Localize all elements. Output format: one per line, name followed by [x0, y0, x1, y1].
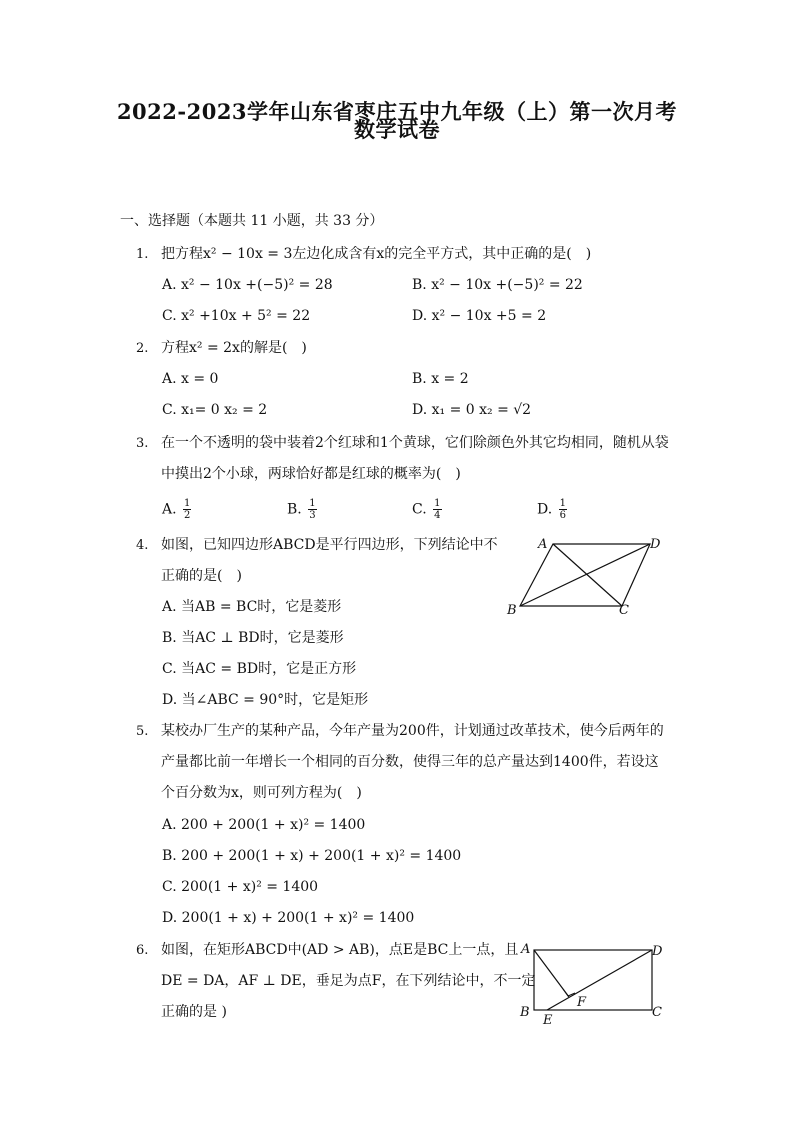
option-c: C. x₁= 0 x₂ = 2: [162, 402, 268, 418]
label-c: C: [652, 1005, 662, 1020]
fraction-denominator: 3: [309, 510, 316, 521]
option-label: A.: [162, 501, 177, 518]
question-text: 如图，已知四边形ABCD是平行四边形，下列结论中不: [161, 537, 498, 553]
fraction-numerator: 1: [434, 498, 441, 509]
question-text: 如图，在矩形ABCD中(AD > AB)，点E是BC上一点，且: [161, 942, 519, 958]
fraction-numerator: 1: [559, 498, 567, 509]
option-a: A. x² − 10x +(−5)² = 28: [162, 277, 333, 293]
question-text: 方程x² = 2x的解是( ): [161, 340, 307, 356]
fraction-denominator: 4: [434, 510, 441, 521]
question-text: 正确的是 ): [161, 1004, 227, 1020]
question-number: 1.: [136, 247, 149, 262]
option-c: C. 200(1 + x)² = 1400: [162, 879, 319, 895]
fraction: [559, 498, 567, 521]
question-number: 5.: [136, 724, 149, 739]
label-f: F: [577, 995, 587, 1010]
option-d: D. x₁ = 0 x₂ = √2: [412, 402, 532, 418]
question-text: 中摸出2个小球，两球恰好都是红球的概率为( ): [161, 466, 461, 482]
question-number: 6.: [136, 943, 149, 958]
label-b: B: [520, 1005, 530, 1020]
option-label: C.: [412, 501, 427, 518]
label-d: D: [652, 944, 663, 959]
option-c: C. x² +10x + 5² = 22: [162, 308, 311, 324]
option-b: B. x² − 10x +(−5)² = 22: [412, 277, 583, 293]
rectangle-figure: [510, 936, 670, 1028]
question-number: 3.: [136, 436, 149, 451]
page-title: 2022-2023学年山东省枣庄五中九年级（上）第一次月考: [116, 99, 678, 124]
option-b: B. 当AC ⊥ BD时，它是菱形: [162, 630, 344, 646]
fraction-numerator: 1: [309, 498, 316, 509]
option-b: [287, 498, 317, 521]
label-a: A: [538, 537, 548, 552]
question-number: 2.: [136, 341, 149, 356]
label-d: D: [650, 537, 661, 552]
section-heading: 一、选择题（本题共 11 小题，共 33 分）: [120, 213, 384, 229]
option-a: A. 200 + 200(1 + x)² = 1400: [162, 817, 366, 833]
question-text: 正确的是( ): [161, 568, 242, 584]
label-e: E: [543, 1013, 553, 1028]
question-text: 把方程x² − 10x = 3左边化成含有x的完全平方式，其中正确的是( ): [161, 246, 592, 262]
page-subtitle: 数学试卷: [354, 117, 440, 142]
fraction: [433, 498, 441, 521]
fraction-denominator: 2: [184, 510, 191, 521]
fraction: [308, 498, 316, 521]
option-d: [537, 498, 567, 521]
option-c: [412, 498, 442, 521]
option-label: D.: [537, 501, 553, 518]
question-text: 产量都比前一年增长一个相同的百分数，使得三年的总产量达到1400件，若设这: [161, 754, 659, 770]
option-label: B.: [287, 501, 302, 518]
option-a: A. 当AB = BC时，它是菱形: [162, 599, 342, 615]
question-text: 个百分数为x，则可列方程为( ): [161, 785, 362, 801]
fraction-numerator: 1: [184, 498, 191, 509]
question-text: 某校办厂生产的某种产品，今年产量为200件，计划通过改革技术，使今后两年的: [161, 723, 664, 739]
option-c: C. 当AC = BD时，它是正方形: [162, 661, 357, 677]
label-b: B: [507, 603, 517, 618]
option-b: B. x = 2: [412, 371, 469, 387]
fraction-denominator: 6: [559, 510, 567, 521]
label-c: C: [619, 603, 629, 618]
option-a: [162, 498, 191, 521]
question-text: 在一个不透明的袋中装着2个红球和1个黄球，它们除颜色外其它均相同，随机从袋: [161, 435, 669, 451]
option-d: D. 200(1 + x) + 200(1 + x)² = 1400: [162, 910, 415, 926]
label-a: A: [521, 942, 531, 957]
option-d: D. x² − 10x +5 = 2: [412, 308, 547, 324]
option-a: A. x = 0: [162, 371, 219, 387]
option-b: B. 200 + 200(1 + x) + 200(1 + x)² = 1400: [162, 848, 462, 864]
question-text: DE = DA，AF ⊥ DE，垂足为点F，在下列结论中，不一定: [161, 973, 536, 989]
option-d: D. 当∠ABC = 90°时，它是矩形: [162, 692, 369, 708]
question-number: 4.: [136, 538, 149, 553]
parallelogram-figure: [500, 532, 670, 622]
fraction: [183, 498, 191, 521]
